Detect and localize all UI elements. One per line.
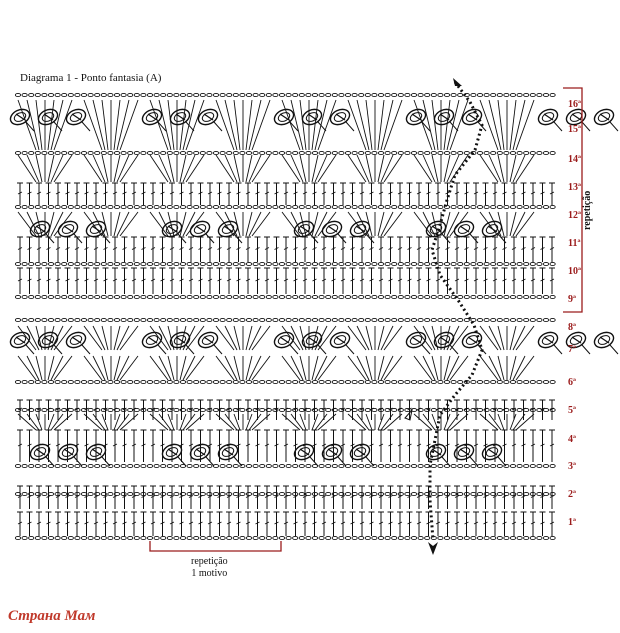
row-label-14: 14ª	[568, 154, 581, 165]
row-label-5: 5ª	[568, 405, 576, 416]
row-label-8: 8ª	[568, 322, 576, 333]
row-label-3: 3ª	[568, 461, 576, 472]
repeat-bottom-label-line2: 1 motivo	[191, 568, 228, 579]
row-label-1: 1ª	[568, 517, 576, 528]
row-label-7: 7ª	[568, 344, 576, 355]
row-label-10: 10ª	[568, 266, 581, 277]
row-label-11: 11ª	[568, 238, 581, 249]
row-label-15: 15ª	[568, 124, 581, 135]
repeat-side-label: repetição	[582, 190, 593, 230]
row-label-12: 12ª	[568, 210, 581, 221]
row-label-9: 9ª	[568, 294, 576, 305]
row-label-6: 6ª	[568, 377, 576, 388]
repeat-bottom-label-line1: repetição	[191, 556, 228, 567]
repeat-bottom-label	[191, 556, 228, 580]
row-label-13: 13ª	[568, 182, 581, 193]
watermark-logo: Страна Мам	[8, 608, 96, 624]
stitch-grid	[8, 78, 618, 555]
row-label-16: 16ª	[568, 99, 581, 110]
row-label-2: 2ª	[568, 489, 576, 500]
diagram-title: Diagrama 1 - Ponto fantasia (A)	[20, 72, 162, 84]
row-label-4: 4ª	[568, 434, 576, 445]
